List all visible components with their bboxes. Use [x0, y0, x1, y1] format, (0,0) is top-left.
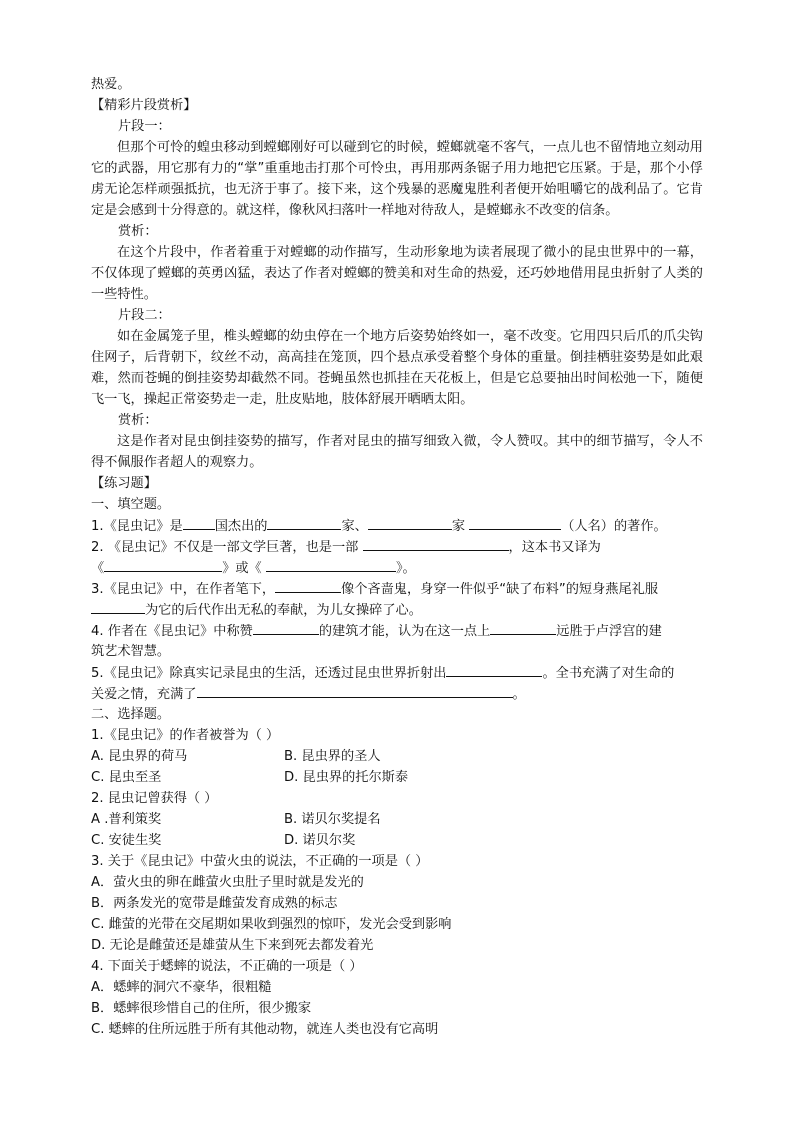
fill-q1-blank4[interactable]: [469, 515, 561, 530]
choice-q1-row1: [91, 746, 703, 767]
choice-q3-option-b[interactable]: B．两条发光的宽带是雌萤发育成熟的标志: [91, 896, 338, 911]
fill-q5-blank2[interactable]: [197, 683, 513, 698]
fill-q1-b: 国杰出的: [214, 519, 268, 534]
choice-q2-row1: [91, 809, 703, 830]
choice-q3-option-c[interactable]: C. 雌萤的光带在交尾期如果收到强烈的惊吓，发光会受到影响: [91, 917, 452, 932]
choice-title: 二、选择题。: [91, 707, 171, 722]
fill-q5-line2: [91, 683, 703, 704]
fill-title: 一、填空题。: [91, 497, 171, 512]
choice-q2-option-d[interactable]: D. 诺贝尔奖: [284, 833, 356, 848]
fill-q2-line2: [91, 557, 703, 578]
choice-q2-option-c[interactable]: C. 安徒生奖: [91, 833, 162, 848]
fill-q5-c: 关爱之情，充满了: [91, 687, 197, 702]
fill-q2-blank2[interactable]: [104, 557, 222, 572]
choice-q2-option-a[interactable]: A .普利策奖: [91, 812, 162, 827]
fill-q3-line1: [91, 578, 703, 599]
choice-q1-option-a[interactable]: A. 昆虫界的荷马: [91, 749, 188, 764]
fill-q1-a: 1.《昆虫记》是: [91, 519, 183, 534]
choice-q1-option-b[interactable]: B. 昆虫界的圣人: [284, 749, 381, 764]
fill-q4-blank1[interactable]: [253, 620, 319, 635]
choice-q2-stem: 2. 昆虫记曾获得（ ）: [91, 791, 218, 806]
fragment1-analysis-label: 赏析：: [118, 224, 158, 239]
fill-q5-b: 。全书充满了对生命的: [542, 666, 675, 681]
choice-q2-row2: [91, 830, 703, 851]
choice-q4-option-b[interactable]: B．蟋蟀很珍惜自己的住所，很少搬家: [91, 1001, 312, 1016]
fill-q4-blank2[interactable]: [490, 620, 556, 635]
document-content: [91, 74, 703, 1040]
choice-q1-row2: [91, 767, 703, 788]
fill-q2-d: 》或《: [222, 561, 266, 576]
fill-q2-blank3[interactable]: [266, 557, 396, 572]
fragment2-label: 片段二：: [118, 308, 171, 323]
fragment1-label: 片段一：: [118, 119, 171, 134]
highlights-heading: 【精彩片段赏析】: [91, 98, 197, 113]
choice-q4-stem: 4. 下面关于蟋蟀的说法，不正确的一项是（ ）: [91, 959, 363, 974]
fill-q2-e: 》。: [395, 561, 416, 576]
fragment1-analysis: 在这个片段中，作者着重于对螳螂的动作描写，生动形象地为读者展现了微小的昆虫世界中的一幕，不仅体现了螳螂的英勇凶猛，表达了作者对螳螂的赞美和对生命的热爱，还巧妙地借用昆虫折射了人类的一些特性。: [91, 245, 703, 302]
fill-q1-blank1[interactable]: [183, 515, 215, 530]
fill-q2-line1: [91, 536, 703, 557]
choice-q3-stem: 3. 关于《昆虫记》中萤火虫的说法，不正确的一项是（ ）: [91, 854, 429, 869]
fill-q2-blank1[interactable]: [363, 536, 509, 551]
fill-q5-blank1[interactable]: [446, 662, 542, 677]
fill-q1: [91, 515, 703, 536]
choice-q3-option-a[interactable]: A．萤火虫的卵在雌萤火虫肚子里时就是发光的: [91, 875, 364, 890]
choice-q3-option-d[interactable]: D. 无论是雌萤还是雄萤从生下来到死去都发着光: [91, 938, 374, 953]
choice-q1-option-d[interactable]: D. 昆虫界的托尔斯泰: [284, 770, 409, 785]
fragment2-analysis-label: 赏析：: [118, 413, 158, 428]
choice-q2-option-b[interactable]: B. 诺贝尔奖提名: [284, 812, 381, 827]
fragment1-text: 但那个可怜的蝗虫移动到螳螂刚好可以碰到它的时候，螳螂就毫不客气，一点儿也不留情地立刻动用它的武器，用它那有力的“掌”重重地击打那个可怜虫，再用那两条锯子用力地把它压紧。于是，那个小俘虏无论怎样顽强抵抗，也无济于事了。接下来，这个残暴的恶魔鬼胜利者便开始咀嚼它的战利品了。它肯定是会感到十分得意的。就这样，像秋风扫落叶一样地对待敌人，是螳螂永不改变的信条。: [91, 140, 703, 218]
fill-q3-blank2[interactable]: [91, 599, 145, 614]
fill-q4-b: 的建筑才能，认为在这一点上: [318, 624, 491, 639]
intro-tail: 热爱。: [91, 77, 131, 92]
exercises-heading: 【练习题】: [91, 476, 157, 491]
fill-q2-a: 2. 《昆虫记》不仅是一部文学巨著，也是一部: [91, 540, 363, 555]
fill-q4-line2: 筑艺术智慧。: [91, 644, 171, 659]
fill-q5-a: 5.《昆虫记》除真实记录昆虫的生活，还透过昆虫世界折射出: [91, 666, 447, 681]
fill-q1-e: （人名）的著作。: [561, 519, 667, 534]
choice-q4-option-c[interactable]: C. 蟋蟀的住所远胜于所有其他动物，就连人类也没有它高明: [91, 1022, 439, 1037]
fill-q1-d: 家: [451, 519, 470, 534]
fill-q5-d: 。: [512, 687, 526, 702]
fragment2-analysis: 这是作者对昆虫倒挂姿势的描写，作者对昆虫的描写细致入微，令人赞叹。其中的细节描写，令人不得不佩服作者超人的观察力。: [91, 434, 703, 470]
fill-q3-blank1[interactable]: [275, 578, 341, 593]
fill-q4-line1: [91, 620, 703, 641]
fill-q4-c: 远胜于卢浮宫的建: [556, 624, 662, 639]
choice-q1-stem: 1.《昆虫记》的作者被誉为（ ）: [91, 728, 280, 743]
fill-q1-blank3[interactable]: [368, 515, 452, 530]
fill-q5-line1: [91, 662, 703, 683]
fill-q1-c: 家、: [341, 519, 368, 534]
fill-q4-a: 4. 作者在《昆虫记》中称赞: [91, 624, 253, 639]
fill-q1-blank2[interactable]: [267, 515, 341, 530]
fill-q3-a: 3.《昆虫记》中，在作者笔下，: [91, 582, 276, 597]
fill-q3-line2: [91, 599, 703, 620]
fill-q3-c: 为它的后代作出无私的奉献，为儿女操碎了心。: [145, 603, 422, 618]
fill-q2-b: ，这本书又译为: [508, 540, 601, 555]
choice-q4-option-a[interactable]: A．蟋蟀的洞穴不豪华，很粗糙: [91, 980, 272, 995]
fill-q3-b: 像个吝啬鬼，身穿一件似乎“缺了布料”的短身燕尾礼服: [341, 582, 659, 597]
fragment2-text: 如在金属笼子里，椎头螳螂的幼虫停在一个地方后姿势始终如一，毫不改变。它用四只后爪的爪尖钩住网子，后背朝下，纹丝不动，高高挂在笼顶，四个悬点承受着整个身体的重量。倒挂栖驻姿势是如此艰难，然而苍蝇的倒挂姿势却截然不同。苍蝇虽然也抓挂在天花板上，但是它总要抽出时间松弛一下，随便飞一飞，操起正常姿势走一走，肚皮贴地，肢体舒展开晒晒太阳。: [91, 329, 703, 407]
choice-q1-option-c[interactable]: C. 昆虫至圣: [91, 770, 162, 785]
fill-q2-c: 《: [91, 561, 105, 576]
